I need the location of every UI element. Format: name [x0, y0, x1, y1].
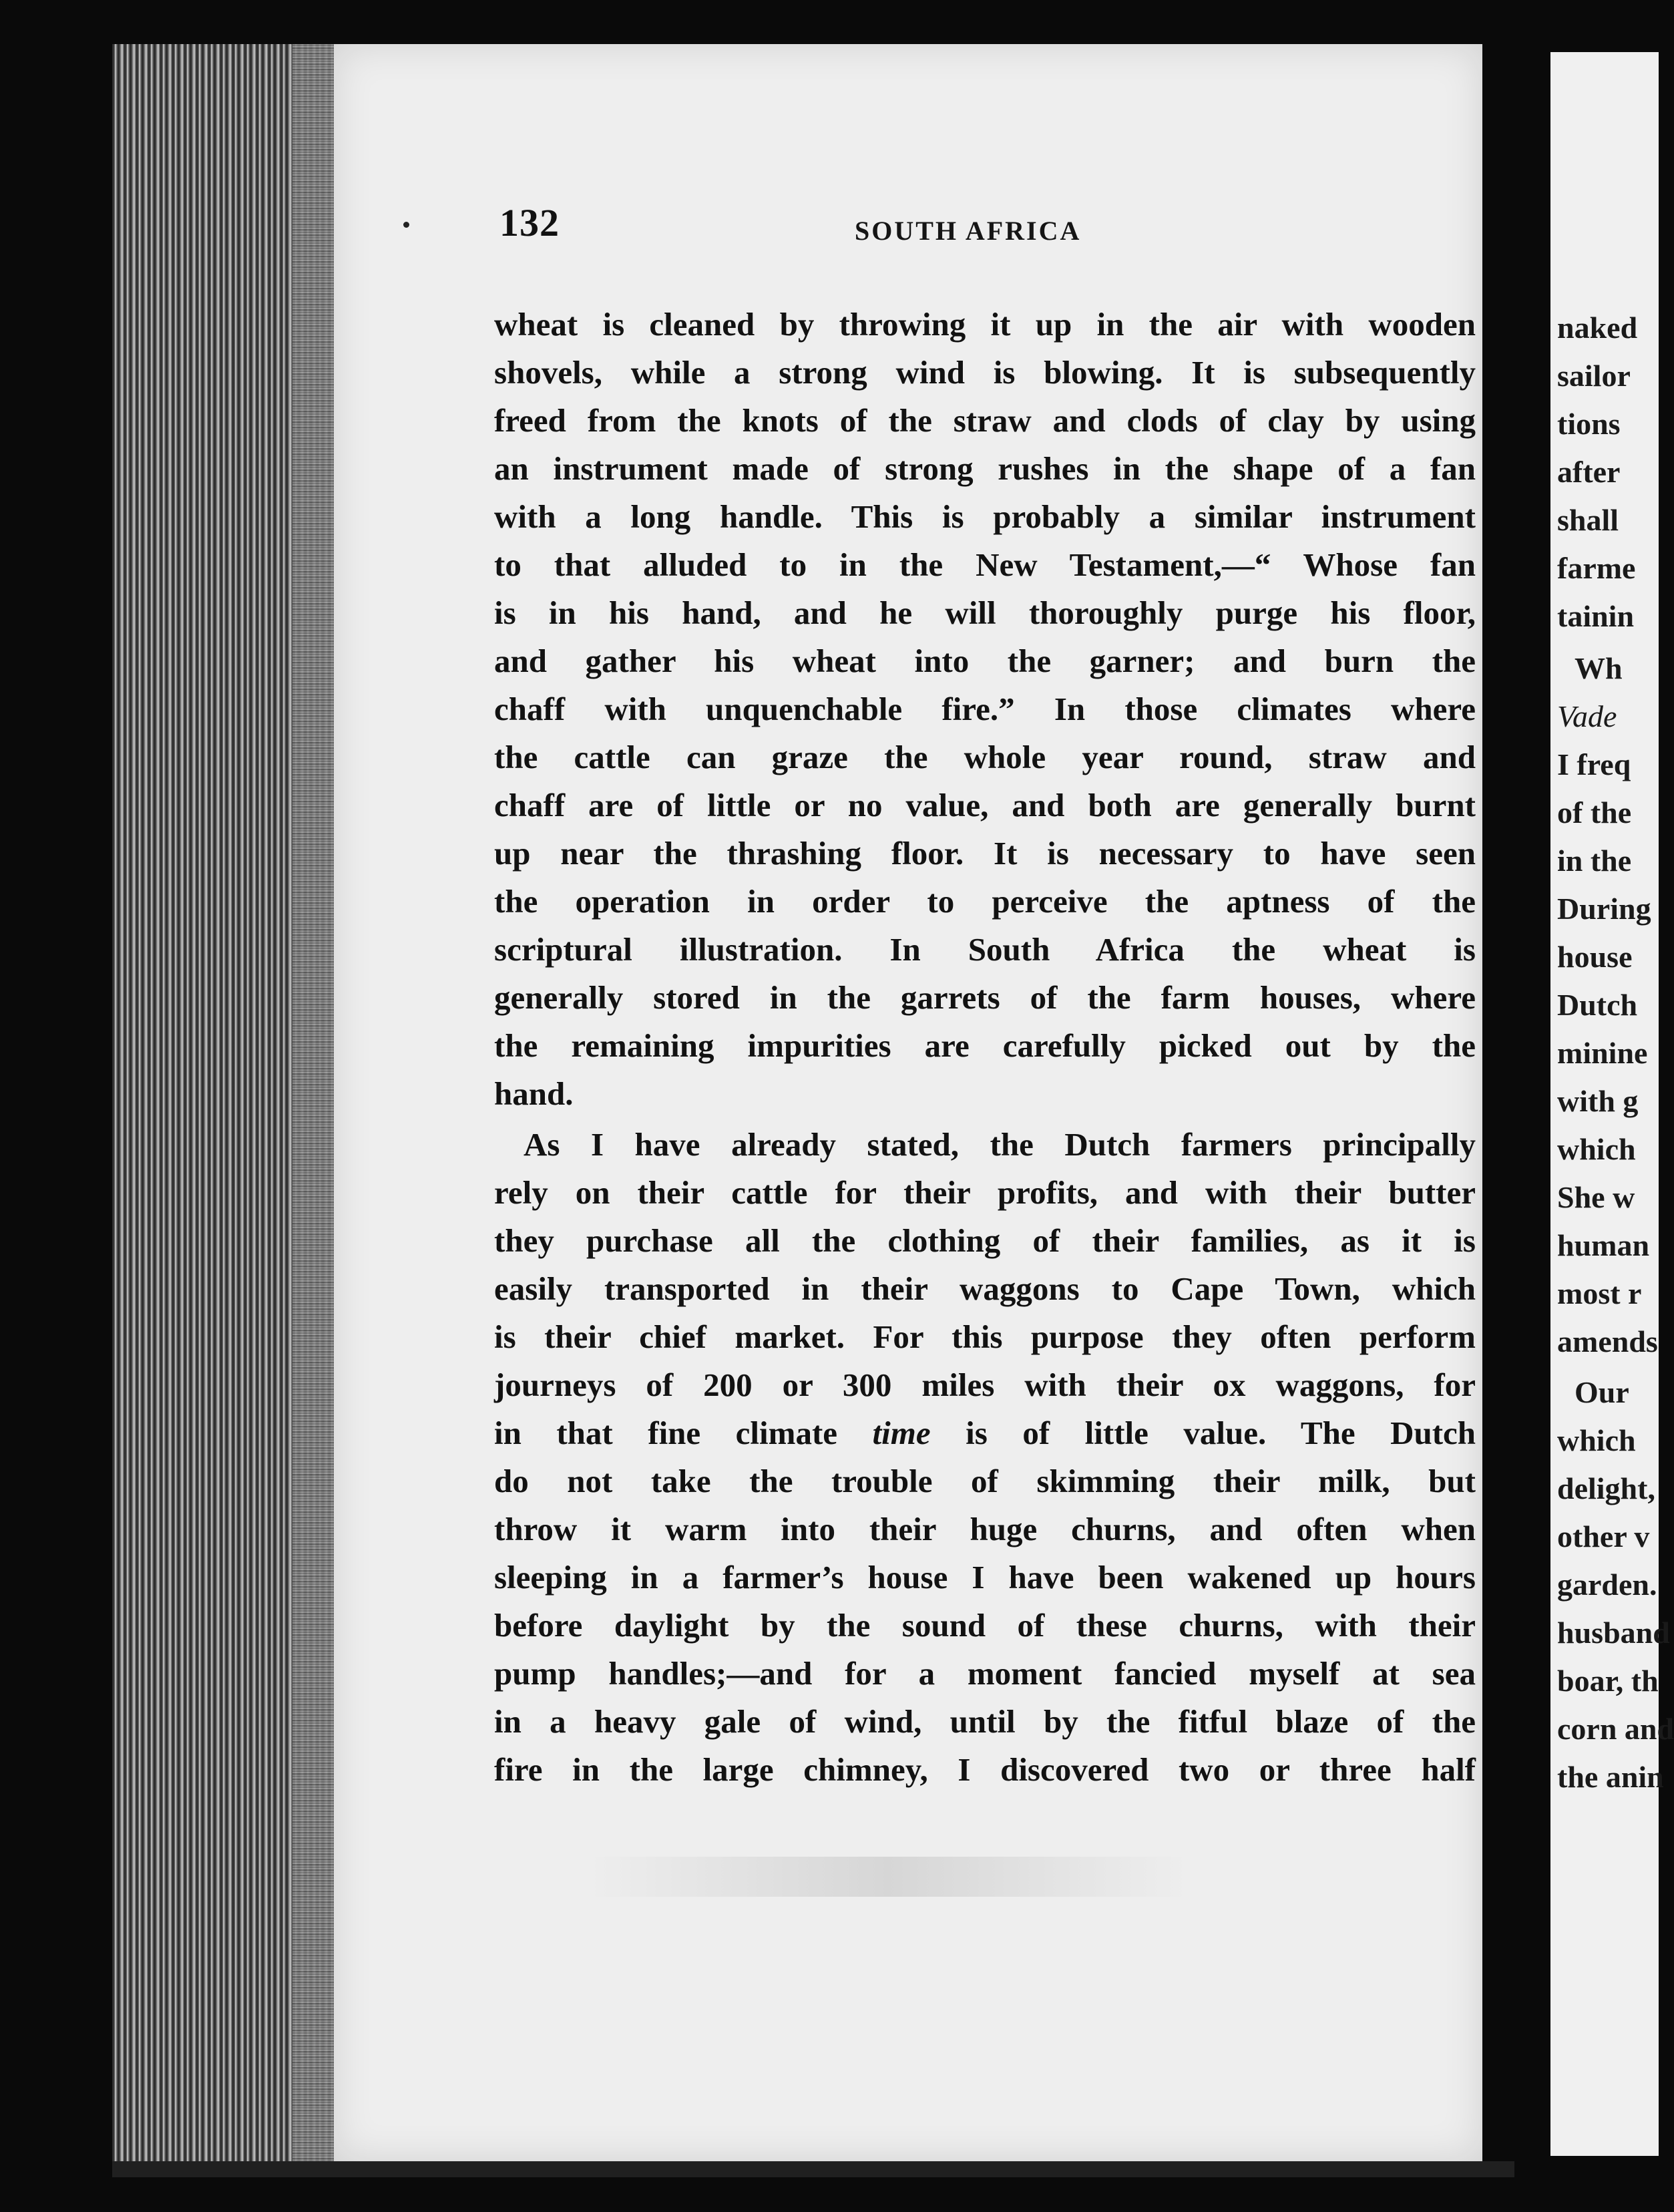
text-line: before daylight by the sound of these churns, with their — [494, 1607, 1476, 1644]
text-line: shovels, while a strong wind is blowing. It is subsequently — [494, 354, 1476, 391]
text-line: pump handles;—and for a moment fancied myself at sea — [494, 1655, 1476, 1692]
text-line: the cattle can graze the whole year round, straw and — [494, 739, 1476, 775]
neighbor-line: which — [1557, 1423, 1636, 1457]
neighbor-line: husband — [1557, 1616, 1670, 1650]
text-segment: is of little value. The Dutch — [966, 1415, 1476, 1451]
neighbor-line: Our — [1575, 1375, 1629, 1409]
text-line: do not take the trouble of skimming their milk, but — [494, 1463, 1476, 1499]
neighbor-line: I freq — [1557, 747, 1631, 781]
text-line — [494, 1409, 1476, 1457]
text-line: freed from the knots of the straw and clods of clay by using — [494, 402, 1476, 439]
text-line: throw it warm into their huge churns, and often when — [494, 1511, 1476, 1547]
neighbor-line: corn and — [1557, 1712, 1674, 1746]
neighbor-line: farme — [1557, 551, 1636, 585]
neighbor-line: Vade — [1557, 699, 1617, 733]
book-page-edges — [112, 44, 339, 2161]
text-line: with a long handle. This is probably a similar instrument — [494, 498, 1476, 535]
text-line: journeys of 200 or 300 miles with their ox waggons, for — [494, 1366, 1476, 1403]
neighbor-line: During — [1557, 892, 1651, 926]
text-line: generally stored in the garrets of the farm houses, where — [494, 979, 1476, 1016]
text-line: chaff are of little or no value, and both are generally burnt — [494, 787, 1476, 823]
text-line: to that alluded to in the New Testament,—“ Whose fan — [494, 546, 1476, 583]
text-line: hand. — [494, 1075, 574, 1112]
neighbor-line: tions — [1557, 407, 1621, 441]
neighbor-line: with g — [1557, 1084, 1639, 1118]
page-bottom-edge — [112, 2161, 1514, 2177]
text-line: an instrument made of strong rushes in the shape of a fan — [494, 450, 1476, 487]
neighbor-line: garden. — [1557, 1568, 1657, 1602]
text-segment: in that fine climate — [494, 1415, 838, 1451]
text-line: scriptural illustration. In South Africa the wheat is — [494, 931, 1476, 968]
ink-dot — [403, 222, 409, 228]
text-line: chaff with unquenchable fire.” In those climates where — [494, 691, 1476, 727]
running-head: SOUTH AFRICA — [855, 216, 1082, 246]
neighbor-line: the anin — [1557, 1760, 1664, 1794]
text-line: is in his hand, and he will thoroughly purge his floor, — [494, 594, 1476, 631]
neighbor-line: other v — [1557, 1519, 1650, 1553]
text-line: rely on their cattle for their profits, and with their butter — [494, 1174, 1476, 1211]
text-line: easily transported in their waggons to Cape Town, which — [494, 1270, 1476, 1307]
text-line: wheat is cleaned by throwing it up in the air with wooden — [494, 306, 1476, 343]
neighbor-line: amends — [1557, 1324, 1658, 1358]
text-line: fire in the large chimney, I discovered two or three half — [494, 1751, 1476, 1788]
neighbor-line: human — [1557, 1228, 1650, 1262]
text-line: they purchase all the clothing of their families, as it is — [494, 1222, 1476, 1259]
neighbor-line: Dutch — [1557, 988, 1638, 1022]
text-line: in a heavy gale of wind, until by the fitful blaze of the — [494, 1703, 1476, 1740]
text-line: As I have already stated, the Dutch farmers principally — [524, 1126, 1476, 1163]
neighbor-line: which — [1557, 1132, 1636, 1166]
text-line: and gather his wheat into the garner; and burn the — [494, 642, 1476, 679]
neighbor-line: minine — [1557, 1036, 1648, 1070]
text-line: the operation in order to perceive the aptness of the — [494, 883, 1476, 920]
neighbor-line: house — [1557, 940, 1633, 974]
neighbor-page — [1550, 52, 1674, 2156]
neighbor-line: boar, th — [1557, 1664, 1659, 1698]
text-line: up near the thrashing floor. It is necessary to have seen — [494, 835, 1476, 872]
italic-word: time — [872, 1415, 931, 1451]
text-line: the remaining impurities are carefully picked out by the — [494, 1027, 1476, 1064]
neighbor-line: She w — [1557, 1180, 1635, 1214]
page-number: 132 — [499, 201, 560, 244]
text-line: is their chief market. For this purpose they often perform — [494, 1318, 1476, 1355]
neighbor-line: delight, — [1557, 1471, 1655, 1505]
neighbor-line: tainin — [1557, 599, 1635, 633]
text-line: sleeping in a farmer’s house I have been wakened up hours — [494, 1559, 1476, 1596]
bleed-through-smudge — [588, 1857, 1189, 1897]
neighbor-line: of the — [1557, 795, 1632, 830]
neighbor-line: most r — [1557, 1276, 1642, 1310]
neighbor-line: in the — [1557, 844, 1632, 878]
neighbor-line: after — [1557, 455, 1621, 489]
neighbor-line: naked — [1557, 311, 1638, 345]
neighbor-line: shall — [1557, 503, 1619, 537]
neighbor-line: Wh — [1575, 651, 1623, 685]
neighbor-line: sailor — [1557, 359, 1631, 393]
